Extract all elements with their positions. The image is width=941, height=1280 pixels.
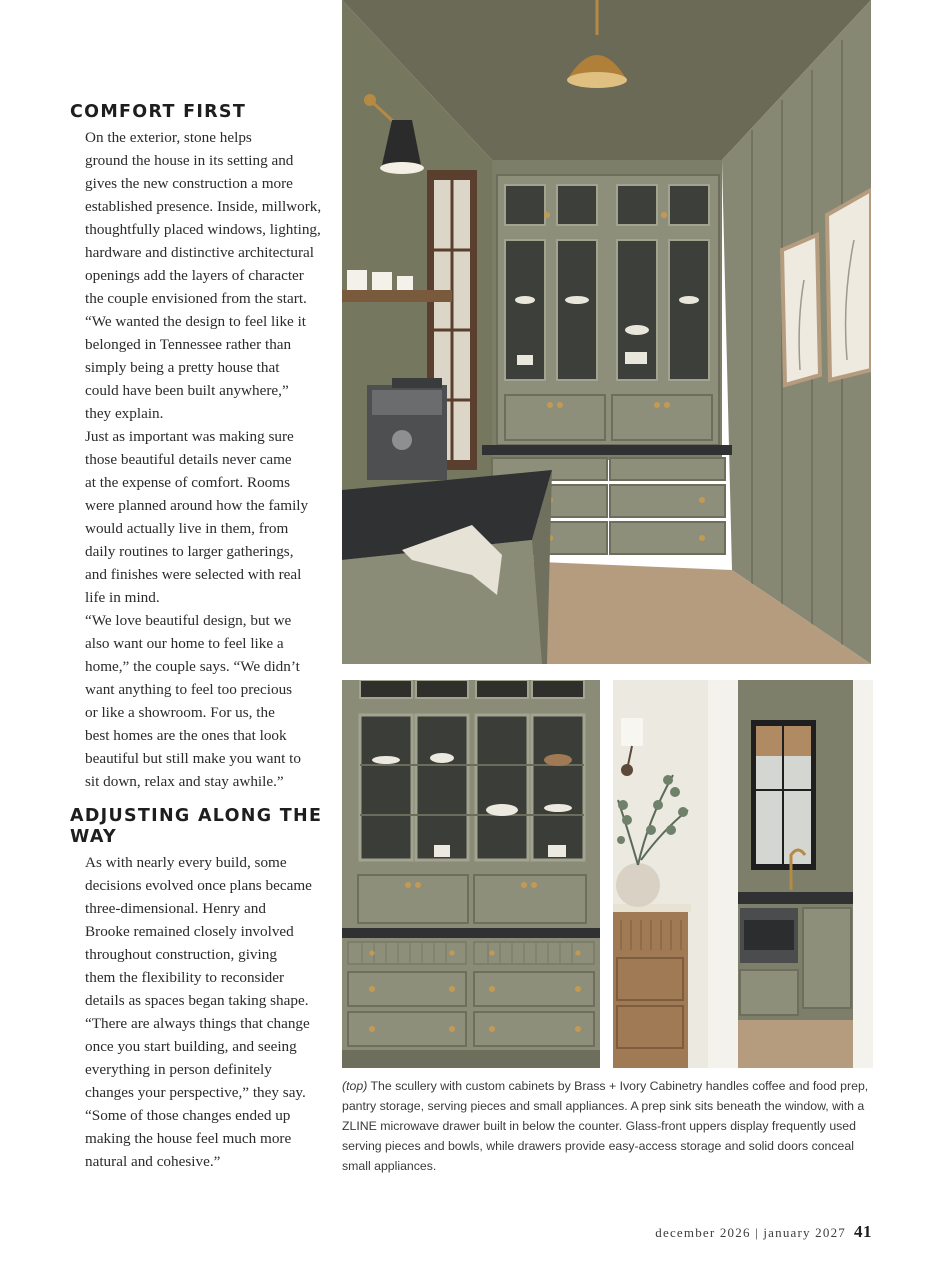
paragraph-line: Brooke remained closely involved (85, 923, 294, 940)
scullery-photo-main (342, 0, 871, 664)
article-column (70, 100, 332, 1173)
paragraph-line: ground the house in its setting and (85, 152, 294, 169)
paragraph-line: would actually live in them, from (85, 520, 289, 537)
paragraph-line: decisions evolved once plans became (85, 877, 312, 894)
paragraph-line: and finishes were selected with real (85, 566, 302, 583)
section-heading (70, 102, 332, 123)
issue-date: december 2026 | january 2027 (655, 1225, 846, 1240)
paragraph-line: openings add the layers of character (85, 267, 304, 284)
paragraph-line: making the house feel much more (85, 1130, 292, 1147)
paragraph-line: at the expense of comfort. Rooms (85, 474, 290, 491)
paragraph-line: “Some of those changes ended up (85, 1107, 291, 1124)
paragraph-line: could have been built anywhere,” (85, 382, 289, 399)
body-paragraph (70, 609, 332, 793)
paragraph-line: throughout construction, giving (85, 946, 277, 963)
section-heading (70, 806, 332, 848)
paragraph-line: home,” the couple says. “We didn’t (85, 658, 300, 675)
prep-sink-photo (613, 680, 873, 1068)
paragraph-line: they explain. (85, 405, 164, 422)
paragraph-line: belonged in Tennessee rather than (85, 336, 292, 353)
paragraph-line: “There are always things that change (85, 1015, 310, 1032)
body-paragraph (70, 425, 332, 609)
paragraph-line: sit down, relax and stay awhile.” (85, 773, 284, 790)
paragraph-line: three-dimensional. Henry and (85, 900, 266, 917)
heading-line: ADJUSTING ALONG THE (70, 806, 323, 826)
page-number: 41 (854, 1222, 872, 1241)
paragraph-line: best homes are the ones that look (85, 727, 287, 744)
paragraph-line: established presence. Inside, millwork, (85, 198, 322, 215)
paragraph-line: them the flexibility to reconsider (85, 969, 285, 986)
caption-lead: (top) (342, 1079, 368, 1093)
paragraph-line: simply being a pretty house that (85, 359, 280, 376)
paragraph-line: hardware and distinctive architectural (85, 244, 314, 261)
paragraph-line: those beautiful details never came (85, 451, 292, 468)
paragraph-line: everything in person definitely (85, 1061, 272, 1078)
photo-caption (342, 1076, 872, 1176)
paragraph-line: daily routines to larger gatherings, (85, 543, 294, 560)
paragraph-line: “We love beautiful design, but we (85, 612, 292, 629)
heading-line: WAY (70, 827, 117, 847)
paragraph-line: the couple envisioned from the start. (85, 290, 307, 307)
paragraph-line: thoughtfully placed windows, lighting, (85, 221, 321, 238)
paragraph-line: details as spaces began taking shape. (85, 992, 309, 1009)
cabinet-detail-photo (342, 680, 600, 1068)
paragraph-line: natural and cohesive.” (85, 1153, 221, 1170)
caption-text: The scullery with custom cabinets by Brass + Ivory Cabinetry handles coffee and food prep, pantry storage, serving pieces and small appliances. A prep sink sits beneath the window, with a ZLINE microwave drawer built in below the counter. Glass-front uppers display frequently used serving pieces and bowls, while drawers provide easy-access storage and solid doors conceal small appliances. (342, 1079, 869, 1173)
paragraph-line: gives the new construction a more (85, 175, 293, 192)
paragraph-line: As with nearly every build, some (85, 854, 287, 871)
paragraph-line: want anything to feel too precious (85, 681, 293, 698)
paragraph-line: once you start building, and seeing (85, 1038, 297, 1055)
heading-line: COMFORT FIRST (70, 102, 247, 122)
paragraph-line: “We wanted the design to feel like it (85, 313, 307, 330)
body-paragraph (70, 126, 332, 425)
paragraph-line: or like a showroom. For us, the (85, 704, 275, 721)
paragraph-line: beautiful but still make you want to (85, 750, 301, 767)
paragraph-line: were planned around how the family (85, 497, 309, 514)
body-paragraph (70, 851, 332, 1173)
paragraph-line: On the exterior, stone helps (85, 129, 252, 146)
scullery-illustration (342, 0, 871, 664)
paragraph-line: also want our home to feel like a (85, 635, 284, 652)
paragraph-line: Just as important was making sure (85, 428, 294, 445)
prep-sink-illustration (613, 680, 873, 1068)
paragraph-line: changes your perspective,” they say. (85, 1084, 306, 1101)
page-footer (655, 1222, 872, 1246)
paragraph-line: life in mind. (85, 589, 160, 606)
cabinet-illustration (342, 680, 600, 1068)
